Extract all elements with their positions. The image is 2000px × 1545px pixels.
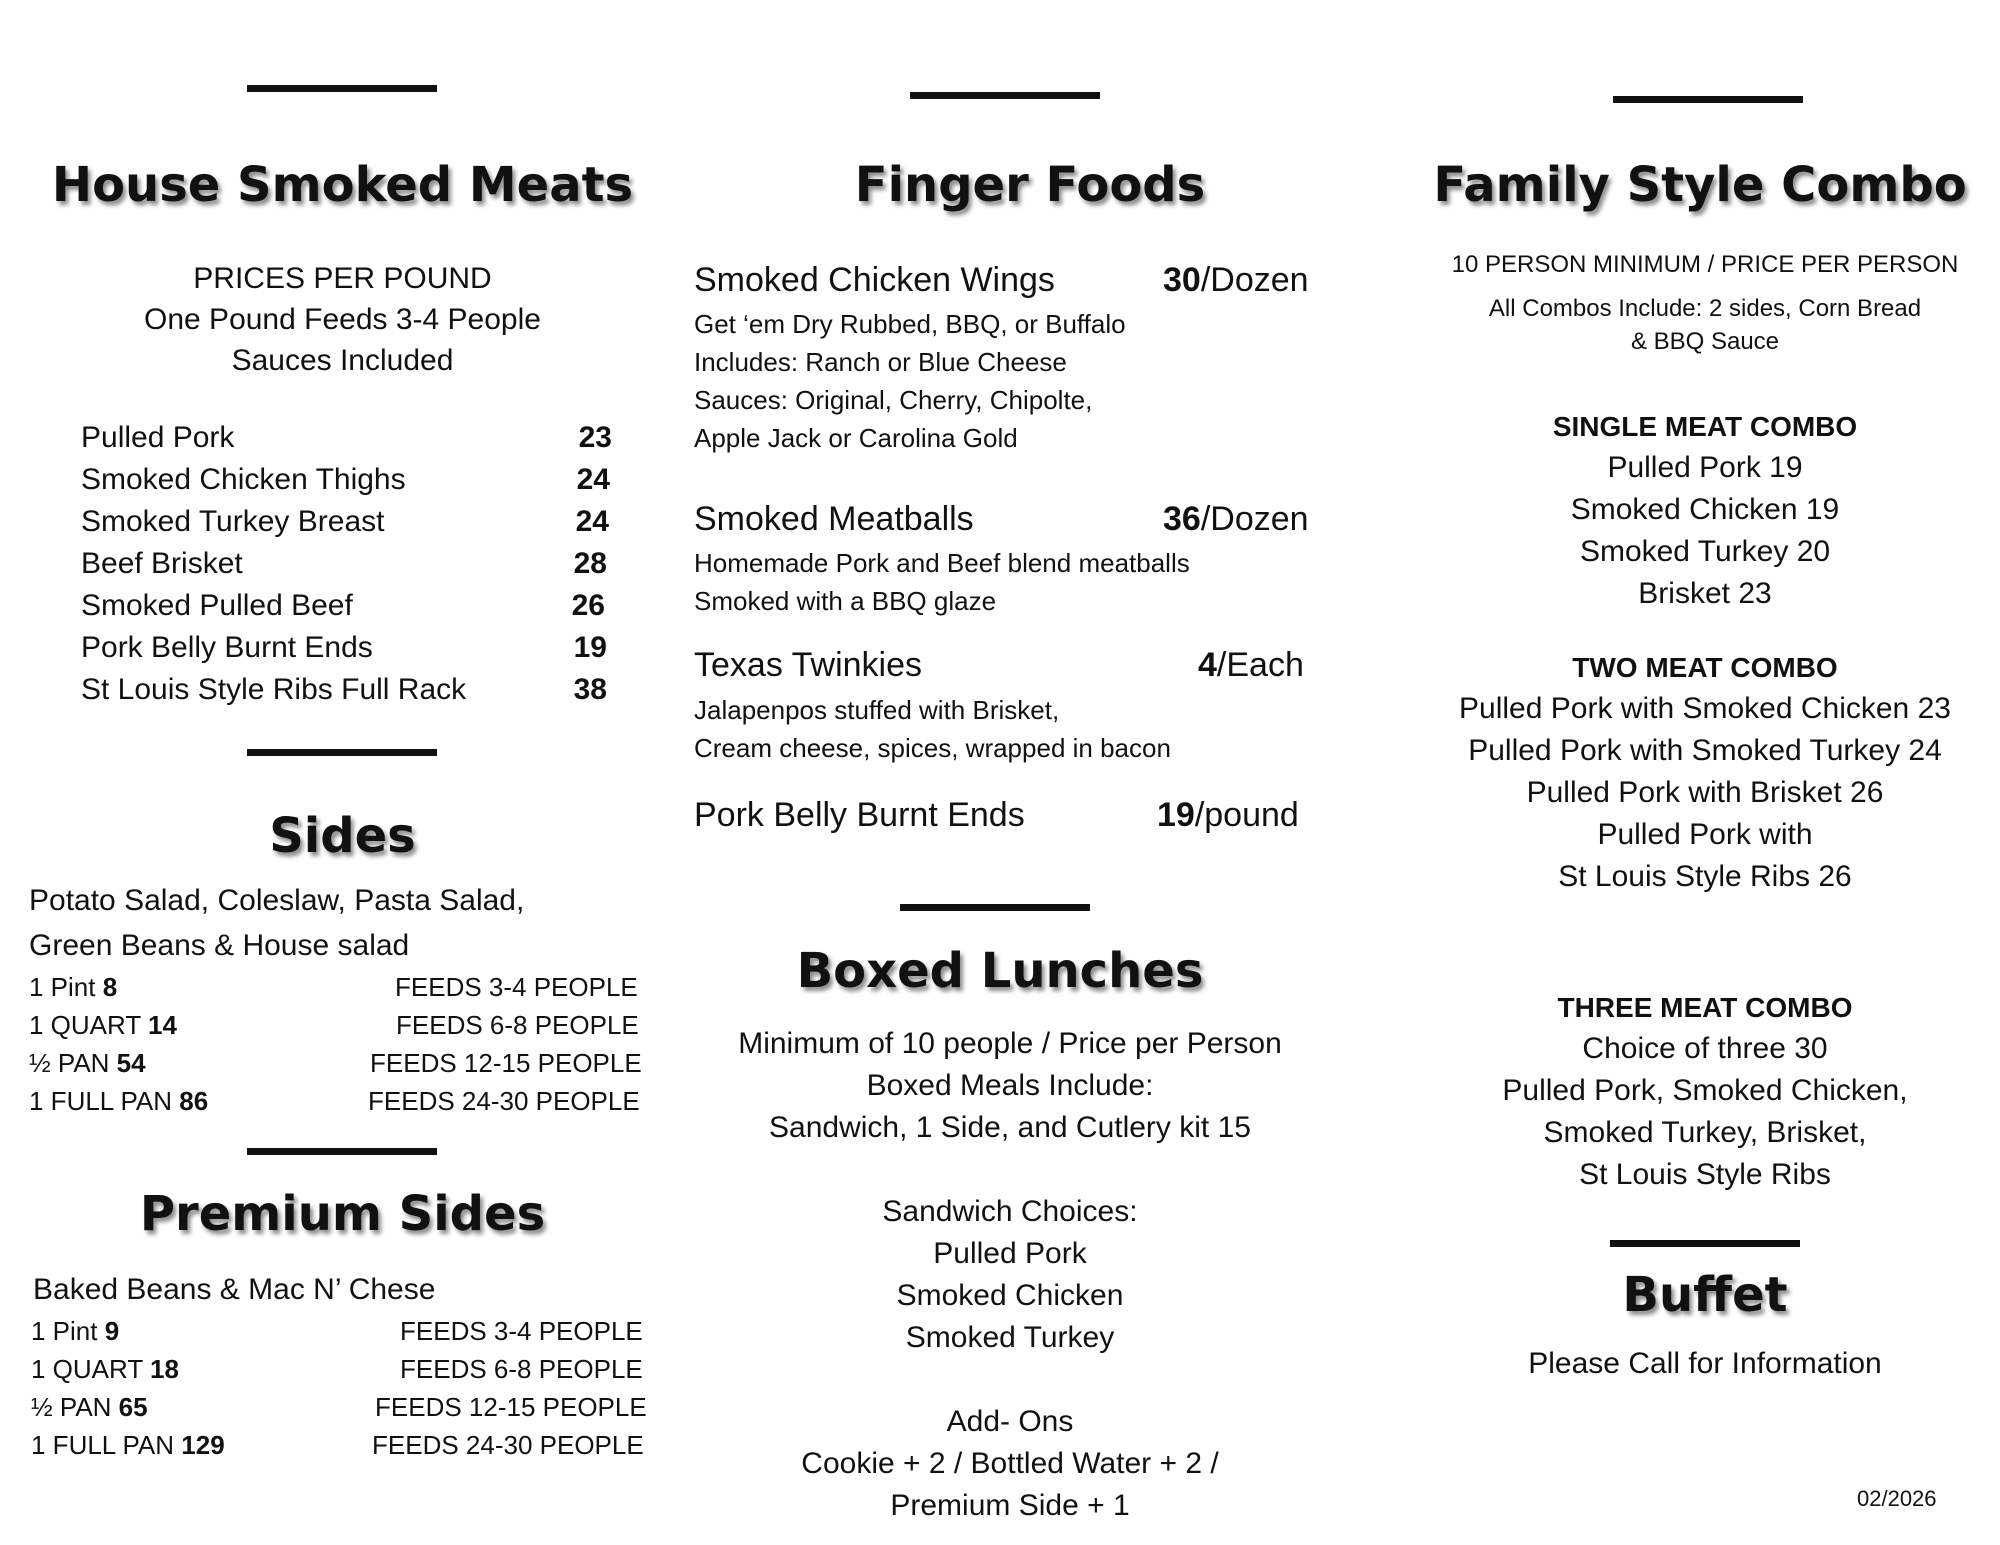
buffet-title: Buffet — [1622, 1267, 1788, 1323]
premium-sides-list: Baked Beans & Mac N’ Chese — [33, 1273, 436, 1306]
finger-item-price: 30/Dozen — [1163, 261, 1309, 299]
family-combo-note — [1400, 248, 2000, 281]
combo-line: Brisket 23 — [1638, 577, 1772, 610]
boxed-line: Smoked Chicken — [896, 1279, 1124, 1312]
boxed-line: Smoked Turkey — [905, 1321, 1115, 1354]
buffet-info — [1400, 1343, 2000, 1384]
finger-item-price: 19/pound — [1157, 796, 1299, 834]
meats-intro-line: PRICES PER POUND — [193, 262, 492, 295]
premium-size: 1 Pint 9 — [31, 1316, 120, 1346]
combo-line: Pulled Pork 19 — [1607, 451, 1803, 484]
family-combo-includes-line: All Combos Include: 2 sides, Corn Bread — [1488, 295, 1922, 322]
meat-item: Pulled Pork — [81, 421, 235, 454]
finger-item-desc: Cream cheese, spices, wrapped in bacon — [694, 733, 1171, 763]
meat-item: Beef Brisket — [81, 547, 243, 580]
sides-feeds: FEEDS 6-8 PEOPLE — [396, 1010, 639, 1040]
finger-item-desc: Homemade Pork and Beef blend meatballs — [694, 548, 1190, 578]
finger-foods-title: Finger Foods — [854, 157, 1206, 213]
premium-feeds: FEEDS 12-15 PEOPLE — [375, 1392, 647, 1422]
boxed-line: Cookie + 2 / Bottled Water + 2 / — [801, 1447, 1219, 1480]
sides-title: Sides — [269, 808, 416, 864]
combo-line: Pulled Pork, Smoked Chicken, — [1502, 1074, 1908, 1107]
finger-item-name: Texas Twinkies — [694, 646, 923, 684]
meat-price: 19 — [573, 631, 607, 664]
finger-item-desc: Jalapenpos stuffed with Brisket, — [694, 695, 1060, 725]
boxed-line: Minimum of 10 people / Price per Person — [738, 1027, 1282, 1060]
meat-item: Smoked Turkey Breast — [81, 505, 385, 538]
divider-sides — [247, 749, 437, 756]
divider-boxed-lunches — [900, 904, 1090, 911]
boxed-line: Pulled Pork — [933, 1237, 1087, 1270]
divider-meats — [247, 85, 437, 92]
three-meat-combo — [1400, 988, 2000, 1196]
sides-size: 1 QUART 14 — [29, 1010, 177, 1040]
boxed-line: Sandwich, 1 Side, and Cutlery kit 15 — [769, 1111, 1251, 1144]
family-combo-note-line: 10 PERSON MINIMUM / PRICE PER PERSON — [1451, 251, 1959, 278]
finger-item-name: Smoked Meatballs — [694, 500, 974, 538]
premium-size: ½ PAN 65 — [31, 1392, 148, 1422]
meat-price: 23 — [578, 421, 612, 454]
divider-premium-sides — [247, 1148, 437, 1155]
meats-intro — [40, 258, 645, 381]
boxed-lunches-title: Boxed Lunches — [796, 943, 1204, 999]
boxed-line: Sandwich Choices: — [882, 1195, 1138, 1228]
combo-title: TWO MEAT COMBO — [1572, 652, 1838, 683]
sides-feeds: FEEDS 24-30 PEOPLE — [368, 1086, 640, 1116]
divider-family-combo — [1613, 96, 1803, 103]
combo-line: Choice of three 30 — [1582, 1032, 1828, 1065]
sides-feeds: FEEDS 12-15 PEOPLE — [370, 1048, 642, 1078]
boxed-line: Premium Side + 1 — [890, 1489, 1130, 1522]
boxed-lunches-details — [660, 1023, 1360, 1527]
finger-item-desc: Sauces: Original, Cherry, Chipolte, — [694, 385, 1093, 415]
combo-line: Pulled Pork with Smoked Chicken 23 — [1459, 692, 1951, 725]
combo-title: THREE MEAT COMBO — [1557, 992, 1853, 1023]
sides-size: ½ PAN 54 — [29, 1048, 146, 1078]
premium-size: 1 FULL PAN 129 — [31, 1430, 225, 1460]
sides-size: 1 Pint 8 — [29, 972, 118, 1002]
combo-line: Smoked Chicken 19 — [1570, 493, 1840, 526]
menu-date: 02/2026 — [1857, 1486, 1937, 1511]
finger-item-desc: Apple Jack or Carolina Gold — [694, 423, 1018, 453]
premium-sides-title: Premium Sides — [139, 1186, 546, 1242]
combo-line: Smoked Turkey, Brisket, — [1543, 1116, 1867, 1149]
finger-item-name: Pork Belly Burnt Ends — [694, 796, 1025, 834]
premium-size: 1 QUART 18 — [31, 1354, 179, 1384]
boxed-line — [660, 1149, 1360, 1191]
divider-buffet — [1610, 1240, 1800, 1247]
meat-item: St Louis Style Ribs Full Rack — [81, 673, 467, 706]
meat-item: Smoked Chicken Thighs — [81, 463, 406, 496]
finger-item-desc: Smoked with a BBQ glaze — [694, 586, 997, 616]
finger-item-desc: Get ‘em Dry Rubbed, BBQ, or Buffalo — [694, 309, 1126, 339]
combo-line: Pulled Pork with Smoked Turkey 24 — [1468, 734, 1942, 767]
family-combo-includes — [1400, 292, 2000, 358]
family-combo-title: Family Style Combo — [1433, 157, 1967, 213]
sides-size: 1 FULL PAN 86 — [29, 1086, 209, 1116]
combo-line: St Louis Style Ribs — [1579, 1158, 1831, 1191]
family-combo-includes-line: & BBQ Sauce — [1630, 328, 1780, 355]
combo-line: Pulled Pork with Brisket 26 — [1526, 776, 1884, 809]
single-meat-combo — [1400, 407, 2000, 615]
sides-list-line: Potato Salad, Coleslaw, Pasta Salad, — [29, 884, 525, 917]
meat-price: 38 — [573, 673, 607, 706]
sides-list-line: Green Beans & House salad — [29, 929, 410, 962]
meat-price: 26 — [571, 589, 605, 622]
meats-intro-line: One Pound Feeds 3-4 People — [144, 303, 541, 336]
finger-item-name: Smoked Chicken Wings — [694, 261, 1055, 299]
boxed-line: Boxed Meals Include: — [866, 1069, 1154, 1102]
premium-feeds: FEEDS 6-8 PEOPLE — [400, 1354, 643, 1384]
sides-feeds: FEEDS 3-4 PEOPLE — [395, 972, 638, 1002]
two-meat-combo — [1400, 648, 2000, 898]
finger-item-price: 4/Each — [1198, 646, 1304, 684]
divider-finger-foods — [910, 92, 1100, 99]
finger-item-price: 36/Dozen — [1163, 500, 1309, 538]
meats-intro-line: Sauces Included — [231, 344, 454, 377]
meat-item: Pork Belly Burnt Ends — [81, 631, 373, 664]
premium-feeds: FEEDS 24-30 PEOPLE — [372, 1430, 644, 1460]
combo-title: SINGLE MEAT COMBO — [1552, 411, 1858, 442]
boxed-line: Add- Ons — [946, 1405, 1074, 1438]
meat-price: 24 — [576, 463, 610, 496]
combo-line: Pulled Pork with — [1597, 818, 1813, 851]
meat-item: Smoked Pulled Beef — [81, 589, 353, 622]
meat-price: 24 — [575, 505, 609, 538]
meat-price: 28 — [573, 547, 607, 580]
combo-line: St Louis Style Ribs 26 — [1558, 860, 1852, 893]
finger-item-desc: Includes: Ranch or Blue Cheese — [694, 347, 1067, 377]
boxed-line — [660, 1359, 1360, 1401]
premium-feeds: FEEDS 3-4 PEOPLE — [400, 1316, 643, 1346]
combo-line: Smoked Turkey 20 — [1579, 535, 1831, 568]
buffet-info-text: Please Call for Information — [1528, 1347, 1882, 1380]
meats-title: House Smoked Meats — [51, 157, 634, 213]
